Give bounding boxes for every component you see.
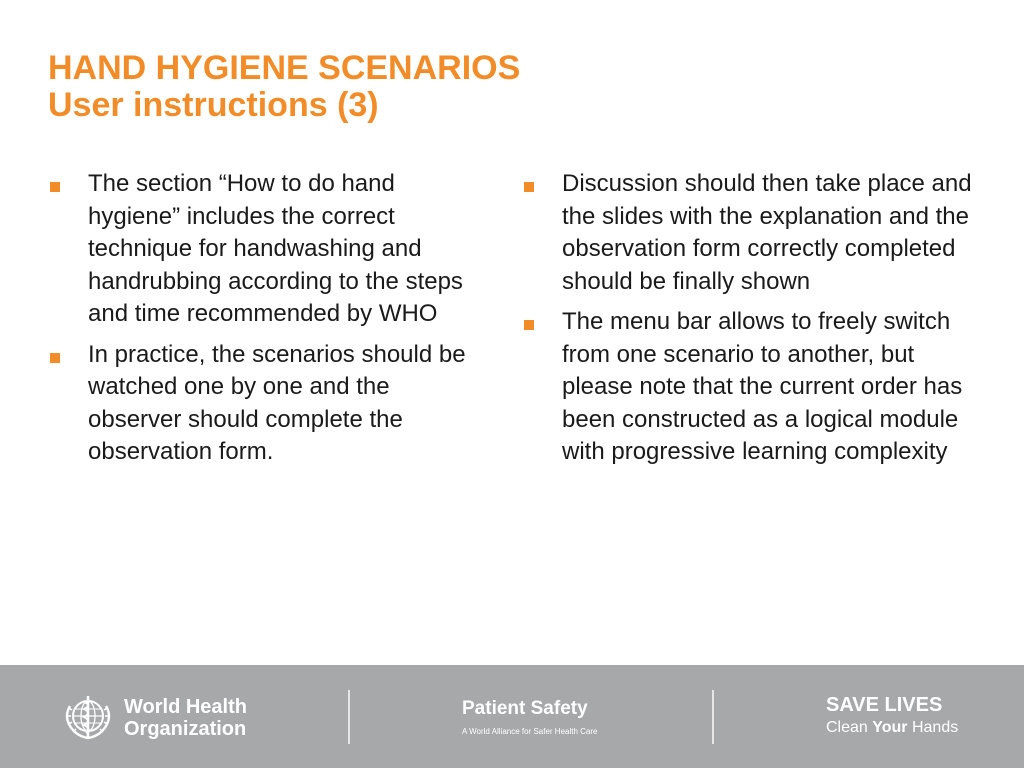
bullet-text: In practice, the scenarios should be watched one by one and the observer should complete the observation form.: [88, 340, 466, 465]
bullet-text: The menu bar allows to freely switch from one scenario to another, but please note that the current order has been constructed as a logical module with progressive learning complexity: [562, 308, 963, 465]
right-column: [522, 168, 972, 477]
bullet-item: [48, 339, 488, 469]
title-line-2: User instructions (3): [48, 86, 379, 124]
patient-safety-title: Patient Safety: [462, 698, 588, 719]
bullet-item: [522, 306, 972, 469]
bullet-text: The section “How to do hand hygiene” includes the correct technique for handwashing and handrubbing according to the steps and time recommended by WHO: [88, 170, 463, 327]
patient-safety-subtitle: A World Alliance for Safer Health Care: [462, 727, 598, 736]
square-bullet-icon: [524, 182, 534, 192]
slide-title: [48, 50, 520, 124]
title-line-1: HAND HYGIENE SCENARIOS: [48, 49, 521, 87]
who-emblem-icon: [60, 688, 116, 744]
left-column: [48, 168, 488, 477]
footer-divider: [348, 690, 350, 744]
save-lives-title: SAVE LIVES: [826, 694, 943, 716]
square-bullet-icon: [50, 182, 60, 192]
slogan-emphasis: Your: [872, 719, 908, 736]
who-line-2: Organization: [124, 718, 247, 740]
slogan-part: Hands: [907, 719, 959, 736]
bullet-text: Discussion should then take place and the slides with the explanation and the observation form correctly completed should be finally shown: [562, 170, 972, 295]
square-bullet-icon: [50, 353, 60, 363]
clean-your-hands-slogan: [826, 719, 958, 737]
who-wordmark: [124, 696, 247, 740]
who-line-1: World Health: [124, 696, 247, 718]
slogan-part: Clean: [826, 719, 873, 736]
footer-divider: [712, 690, 714, 744]
bullet-item: [522, 168, 972, 298]
square-bullet-icon: [524, 320, 534, 330]
bullet-item: [48, 168, 488, 331]
